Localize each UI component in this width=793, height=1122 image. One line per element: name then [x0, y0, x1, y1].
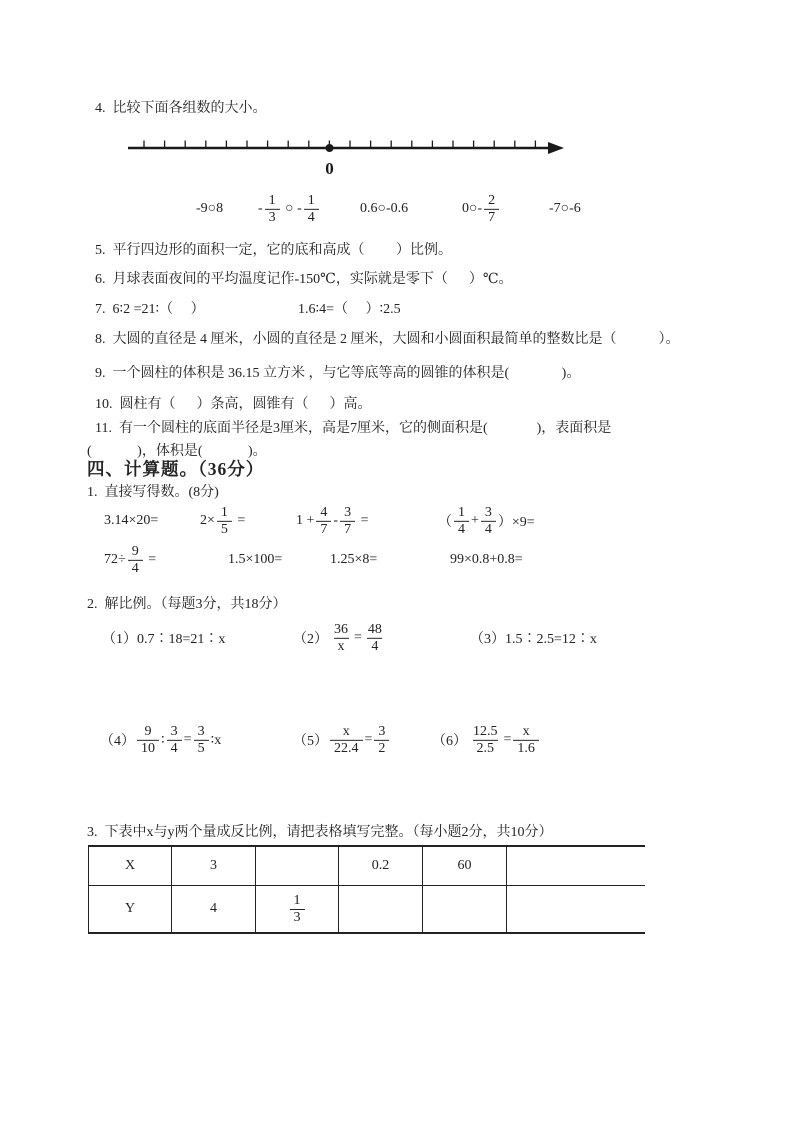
proportion-1: （1）0.7∶18=21∶x [102, 632, 226, 647]
table-row-y [88, 886, 645, 932]
table-cell: 3 [171, 847, 255, 885]
comparison-5: -7○-6 [549, 201, 581, 216]
equals-sign: = [233, 513, 246, 528]
denominator: 4 [454, 521, 469, 538]
minus-sign: - [333, 513, 339, 528]
calc-item-6: 1.5×100= [228, 552, 283, 567]
numerator: 4 [320, 504, 328, 520]
zero-label: 0 [325, 159, 334, 178]
denominator: 2 [374, 740, 389, 757]
operand: 1 + [296, 513, 315, 528]
calc-item-2 [200, 505, 245, 537]
denominator: x [334, 638, 349, 655]
table-cell: 0.2 [338, 847, 422, 885]
item-label: （6） [432, 734, 467, 749]
fraction [340, 505, 355, 537]
operand: 2× [200, 513, 215, 528]
numerator: 1 [307, 192, 315, 208]
close-paren-mult: ）×9= [497, 515, 535, 530]
compare-circle: ○ - [281, 201, 302, 216]
numerator: 9 [144, 723, 152, 739]
table-row-x [88, 847, 645, 886]
solve-heading: 2. 解比例。（每题3分，共18分） [87, 597, 287, 612]
item-label: （2） [293, 632, 328, 647]
equals-sign: = [183, 732, 192, 747]
question-7-part2: 1.6∶4=（ ）∶2.5 [298, 302, 401, 317]
compare-prefix: 0○- [462, 201, 483, 216]
fraction [316, 505, 331, 537]
ratio-colon: ∶ [161, 732, 165, 748]
fraction [304, 193, 319, 225]
section-title: 四、计算题。（36分） [87, 459, 265, 479]
fraction [290, 893, 305, 925]
denominator: 4 [167, 740, 182, 757]
denominator: 3 [265, 209, 280, 226]
table-cell: 60 [422, 847, 506, 885]
fraction [484, 193, 499, 225]
numerator: 3 [484, 504, 492, 520]
table-cell-blank [506, 847, 645, 885]
plus-sign: + [471, 513, 479, 528]
numerator: 1 [220, 504, 228, 520]
denominator: 4 [481, 521, 496, 538]
question-7-part1: 7. 6∶2 =21∶（ ） [95, 302, 205, 317]
proportion-table [88, 845, 645, 934]
number-line [126, 134, 566, 180]
numerator: 1 [293, 892, 301, 908]
numerator: 3 [344, 504, 352, 520]
denominator: 22.4 [330, 740, 363, 757]
table-question-heading: 3. 下表中x与y两个量成反比例，请把表格填写完整。（每小题2分，共10分） [87, 825, 553, 840]
calc-item-3 [296, 505, 368, 537]
proportion-6 [432, 724, 541, 756]
table-cell-blank [338, 886, 422, 932]
calc-heading: 1. 直接写得数。(8分) [87, 485, 219, 500]
denominator: 3 [290, 909, 305, 926]
fraction [374, 724, 389, 756]
fraction [128, 544, 143, 576]
comparison-2 [258, 193, 321, 225]
proportion-5 [293, 724, 391, 756]
calc-item-7: 1.25×8= [330, 552, 378, 567]
question-8: 8. 大圆的直径是 4 厘米，小圆的直径是 2 厘米，大圆和小圆面积最简单的整数比是（ ）。 [95, 332, 680, 347]
denominator: 7 [484, 209, 499, 226]
comparison-4 [462, 193, 501, 225]
proportion-2 [293, 622, 388, 654]
denominator: 5 [194, 740, 209, 757]
table-cell-x-header: X [88, 847, 171, 885]
numerator: 36 [334, 621, 348, 637]
minus-sign: - [258, 201, 263, 216]
table-cell-fraction [255, 886, 338, 932]
equals-sign: = [364, 732, 373, 747]
question-10: 10. 圆柱有（ ）条高，圆锥有（ ）高。 [95, 397, 372, 412]
fraction [194, 724, 209, 756]
comparison-1: -9○8 [196, 201, 224, 216]
table-cell-blank [506, 886, 645, 932]
numerator: 2 [488, 192, 496, 208]
numerator: 3 [170, 723, 178, 739]
table-cell: 4 [171, 886, 255, 932]
calc-item-8: 99×0.8+0.8= [450, 552, 523, 567]
denominator: 4 [367, 638, 382, 655]
question-6: 6. 月球表面夜间的平均温度记作-150℃，实际就是零下（ ）℃。 [95, 272, 513, 287]
equals-sign: = [144, 552, 157, 567]
denominator: 5 [217, 521, 232, 538]
ratio-colon-x: ∶x [210, 732, 222, 748]
denominator: 7 [340, 521, 355, 538]
fraction [137, 724, 159, 756]
comparison-3: 0.6○-0.6 [360, 201, 409, 216]
fraction [454, 505, 469, 537]
numerator: 12.5 [473, 723, 498, 739]
table-cell-blank [255, 847, 338, 885]
item-label: （5） [293, 734, 328, 749]
question-11-line2: ( )，体积是( )。 [87, 444, 267, 459]
question-11-line1: 11. 有一个圆柱的底面半径是3厘米，高是7厘米，它的侧面积是( )，表面积是 [95, 421, 612, 436]
calc-item-4 [438, 505, 535, 537]
operand: 72÷ [104, 552, 126, 567]
arrowhead-icon [548, 142, 564, 154]
denominator: 4 [304, 209, 319, 226]
numerator: x [342, 723, 350, 739]
fraction [265, 193, 280, 225]
numerator: 3 [197, 723, 205, 739]
question-4-title: 4. 比较下面各组数的大小。 [95, 101, 267, 116]
denominator: 7 [316, 521, 331, 538]
numerator: 48 [367, 621, 382, 637]
calc-item-5 [104, 544, 156, 576]
numerator: 1 [458, 504, 465, 520]
numerator: x [522, 723, 530, 739]
fraction [330, 724, 363, 756]
equals-sign: = [357, 513, 369, 528]
denominator: 2.5 [473, 740, 499, 757]
denominator: 4 [128, 560, 143, 577]
table-cell-blank [422, 886, 506, 932]
fraction [217, 505, 232, 537]
open-paren: （ [438, 515, 452, 530]
item-label: （4） [100, 734, 135, 749]
fraction [469, 724, 502, 756]
numerator: 9 [131, 543, 139, 559]
table-cell-y-header: Y [88, 886, 171, 932]
fraction [330, 622, 352, 654]
proportion-4 [100, 724, 221, 756]
proportion-3: （3）1.5∶2.5=12∶x [470, 632, 597, 647]
equals-sign: = [503, 732, 512, 747]
denominator: 1.6 [513, 740, 539, 757]
question-5: 5. 平行四边形的面积一定，它的底和高成（ ）比例。 [95, 243, 452, 258]
zero-point-dot [326, 144, 334, 152]
equals-sign: = [354, 630, 362, 645]
denominator: 10 [137, 740, 159, 757]
question-9: 9. 一个圆柱的体积是 36.15 立方米 ，与它等底等高的圆锥的体积是( )。 [95, 366, 581, 381]
calc-item-1: 3.14×20= [104, 513, 159, 528]
fraction [513, 724, 539, 756]
fraction [167, 724, 182, 756]
fraction [364, 622, 386, 654]
numerator: 3 [378, 723, 386, 739]
fraction [481, 505, 496, 537]
numerator: 1 [268, 192, 276, 208]
